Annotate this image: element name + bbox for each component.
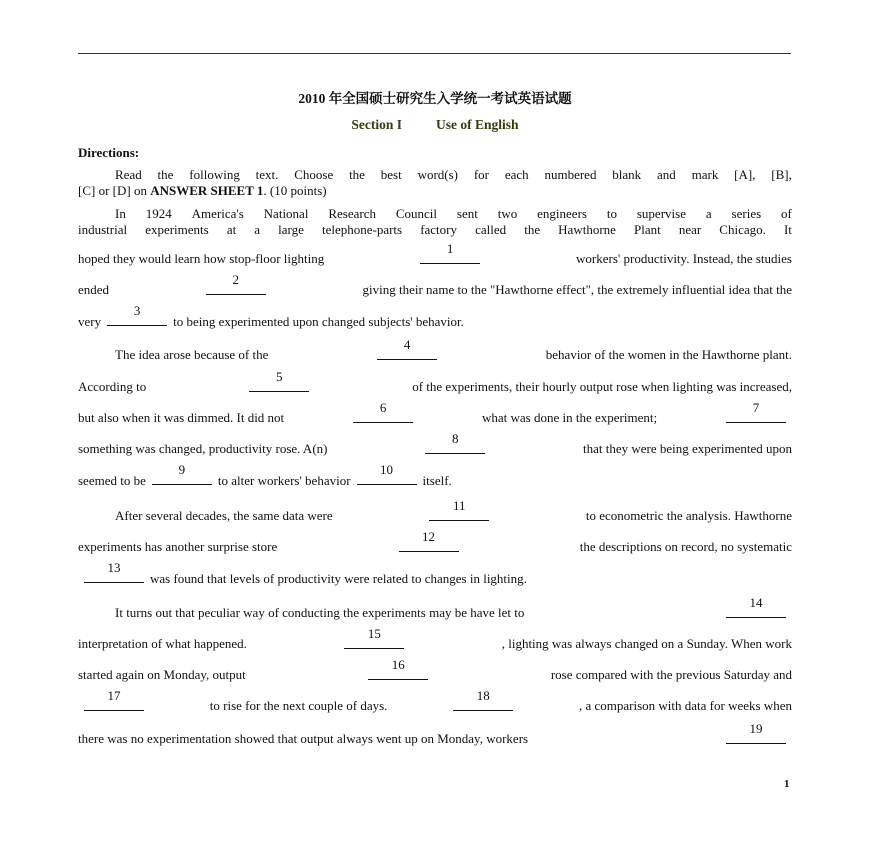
blank-number: 16	[391, 657, 405, 672]
passage-line	[78, 721, 792, 747]
blank-18	[453, 688, 513, 711]
word: sent	[456, 206, 478, 221]
word: Read	[115, 167, 142, 182]
passage-line	[78, 688, 792, 714]
page-number: 1	[784, 778, 790, 790]
blank-11	[429, 498, 489, 521]
passage-line	[78, 626, 792, 652]
word: called	[475, 222, 507, 237]
word: telephone-parts	[321, 222, 403, 237]
text: started again on Monday, output	[78, 667, 246, 682]
word: mark	[691, 167, 719, 182]
text: behavior of the women in the Hawthorne plant.	[545, 347, 792, 362]
word: word(s)	[417, 167, 458, 182]
word: supervise	[636, 206, 686, 221]
blank-number: 9	[178, 462, 186, 477]
blank-number: 18	[476, 688, 490, 703]
blank-number: 8	[451, 431, 459, 446]
blank-2	[206, 272, 266, 295]
passage-line	[78, 529, 792, 555]
text: the descriptions on record, no systematic	[579, 539, 792, 554]
passage-line	[78, 400, 792, 426]
blank-number: 7	[752, 400, 760, 415]
text: experiments has another surprise store	[78, 539, 278, 554]
blank-number: 13	[107, 560, 121, 575]
passage-line	[115, 595, 792, 621]
word: Choose	[294, 167, 334, 182]
word: blank	[612, 167, 642, 182]
blank-number: 11	[452, 498, 466, 513]
blank-16	[368, 657, 428, 680]
word: [A],	[734, 167, 756, 182]
text: very	[78, 314, 102, 329]
word: text.	[255, 167, 279, 182]
text: , lighting was always changed on a Sunday. When work	[501, 636, 792, 651]
text: , a comparison with data for weeks when	[578, 698, 792, 713]
text: giving their name to the "Hawthorne effect", the extremely influential idea that the	[362, 282, 792, 297]
blank-number: 10	[380, 462, 394, 477]
word: Chicago.	[719, 222, 766, 237]
header-rule	[78, 53, 791, 54]
blank-number: 12	[422, 529, 435, 544]
text: to econometric the analysis. Hawthorne	[585, 508, 792, 523]
word: following	[189, 167, 240, 182]
section-number: Section I	[351, 117, 403, 132]
blank-number: 5	[275, 369, 283, 384]
blank-13	[84, 560, 144, 583]
passage-line	[78, 303, 792, 330]
blank-7	[726, 400, 786, 423]
word: the	[157, 167, 174, 182]
document-title: 2010 年全国硕士研究生入学统一考试英语试题	[298, 91, 572, 106]
passage-line	[78, 222, 792, 238]
blank-14	[726, 595, 786, 618]
word: experiments	[145, 222, 209, 237]
word: large	[278, 222, 304, 237]
passage-line	[78, 369, 792, 395]
word: near	[678, 222, 702, 237]
passage-line	[115, 498, 792, 524]
word: 1924	[145, 206, 172, 221]
passage-line	[78, 431, 792, 457]
word: industrial	[78, 222, 128, 237]
word: a	[705, 206, 712, 221]
blank-6	[353, 400, 413, 423]
blank-4	[377, 337, 437, 360]
word: series	[731, 206, 762, 221]
text: to alter workers' behavior	[217, 473, 351, 488]
text: was found that levels of productivity were related to changes in lighting.	[150, 571, 527, 586]
passage-line	[115, 206, 792, 222]
word: Plant	[634, 222, 661, 237]
text: . (10 points)	[263, 183, 327, 198]
word: factory	[420, 222, 457, 237]
text: After several decades, the same data were	[115, 508, 333, 523]
text: It turns out that peculiar way of conducting the experiments may be have let to	[115, 605, 525, 620]
word: a	[254, 222, 261, 237]
text: workers' productivity. Instead, the studies	[576, 251, 792, 266]
text: but also when it was dimmed. It did not	[78, 410, 285, 425]
word: America's	[191, 206, 244, 221]
passage-line	[78, 241, 792, 267]
word: engineers	[537, 206, 587, 221]
text: something was changed, productivity rose. A(n)	[78, 441, 328, 456]
passage-line	[115, 337, 792, 363]
blank-number: 3	[133, 303, 141, 318]
blank-1	[420, 241, 480, 264]
text: to rise for the next couple of days.	[209, 698, 388, 713]
word: [B],	[771, 167, 792, 182]
text: ended	[78, 282, 110, 297]
word: to	[606, 206, 617, 221]
answer-sheet-label: ANSWER SHEET 1	[150, 183, 264, 198]
text: that they were being experimented upon	[582, 441, 792, 456]
text: there was no experimentation showed that output always went up on Monday, workers	[78, 731, 529, 746]
word: two	[497, 206, 518, 221]
blank-number: 19	[749, 721, 763, 736]
blank-5	[249, 369, 309, 392]
blank-number: 15	[367, 626, 381, 641]
text: to being experimented upon changed subjects' behavior.	[173, 314, 464, 329]
blank-15	[344, 626, 404, 649]
word: each	[504, 167, 529, 182]
passage-line	[78, 657, 792, 683]
text: hoped they would learn how stop-floor lighting	[78, 251, 325, 266]
text: of the experiments, their hourly output rose when lighting was increased,	[412, 379, 792, 394]
word: In	[115, 206, 126, 221]
blank-12	[399, 529, 459, 552]
word: the	[349, 167, 365, 182]
word: the	[524, 222, 541, 237]
word: It	[783, 222, 792, 237]
blank-3	[107, 303, 167, 326]
text: The idea arose because of the	[115, 347, 269, 362]
word: and	[657, 167, 676, 182]
blank-19	[726, 721, 786, 744]
passage-line	[78, 560, 792, 587]
text: seemed to be	[78, 473, 146, 488]
text: what was done in the experiment;	[481, 410, 658, 425]
section-name: Use of English	[436, 117, 519, 132]
word: Research	[328, 206, 376, 221]
passage-line	[115, 167, 792, 183]
word: of	[781, 206, 792, 221]
passage-line	[78, 183, 792, 199]
text: rose compared with the previous Saturday and	[550, 667, 792, 682]
text: itself.	[422, 473, 452, 488]
blank-number: 2	[232, 272, 240, 287]
blank-number: 4	[403, 337, 411, 352]
passage-line	[78, 272, 792, 298]
section-heading	[0, 117, 870, 133]
passage-line	[78, 462, 792, 489]
blank-number: 1	[446, 241, 454, 256]
text: According to	[78, 379, 147, 394]
blank-9	[152, 462, 212, 485]
word: numbered	[544, 167, 597, 182]
directions-label: Directions:	[78, 145, 140, 160]
blank-number: 17	[107, 688, 121, 703]
word: best	[380, 167, 402, 182]
word: Council	[395, 206, 438, 221]
blank-number: 6	[379, 400, 387, 415]
word: National	[263, 206, 309, 221]
blank-10	[357, 462, 417, 485]
text: interpretation of what happened.	[78, 636, 247, 651]
word: for	[473, 167, 489, 182]
blank-17	[84, 688, 144, 711]
blank-8	[425, 431, 485, 454]
word: Hawthorne	[558, 222, 616, 237]
blank-number: 14	[749, 595, 763, 610]
text: [C] or [D] on	[78, 183, 151, 198]
word: at	[226, 222, 237, 237]
